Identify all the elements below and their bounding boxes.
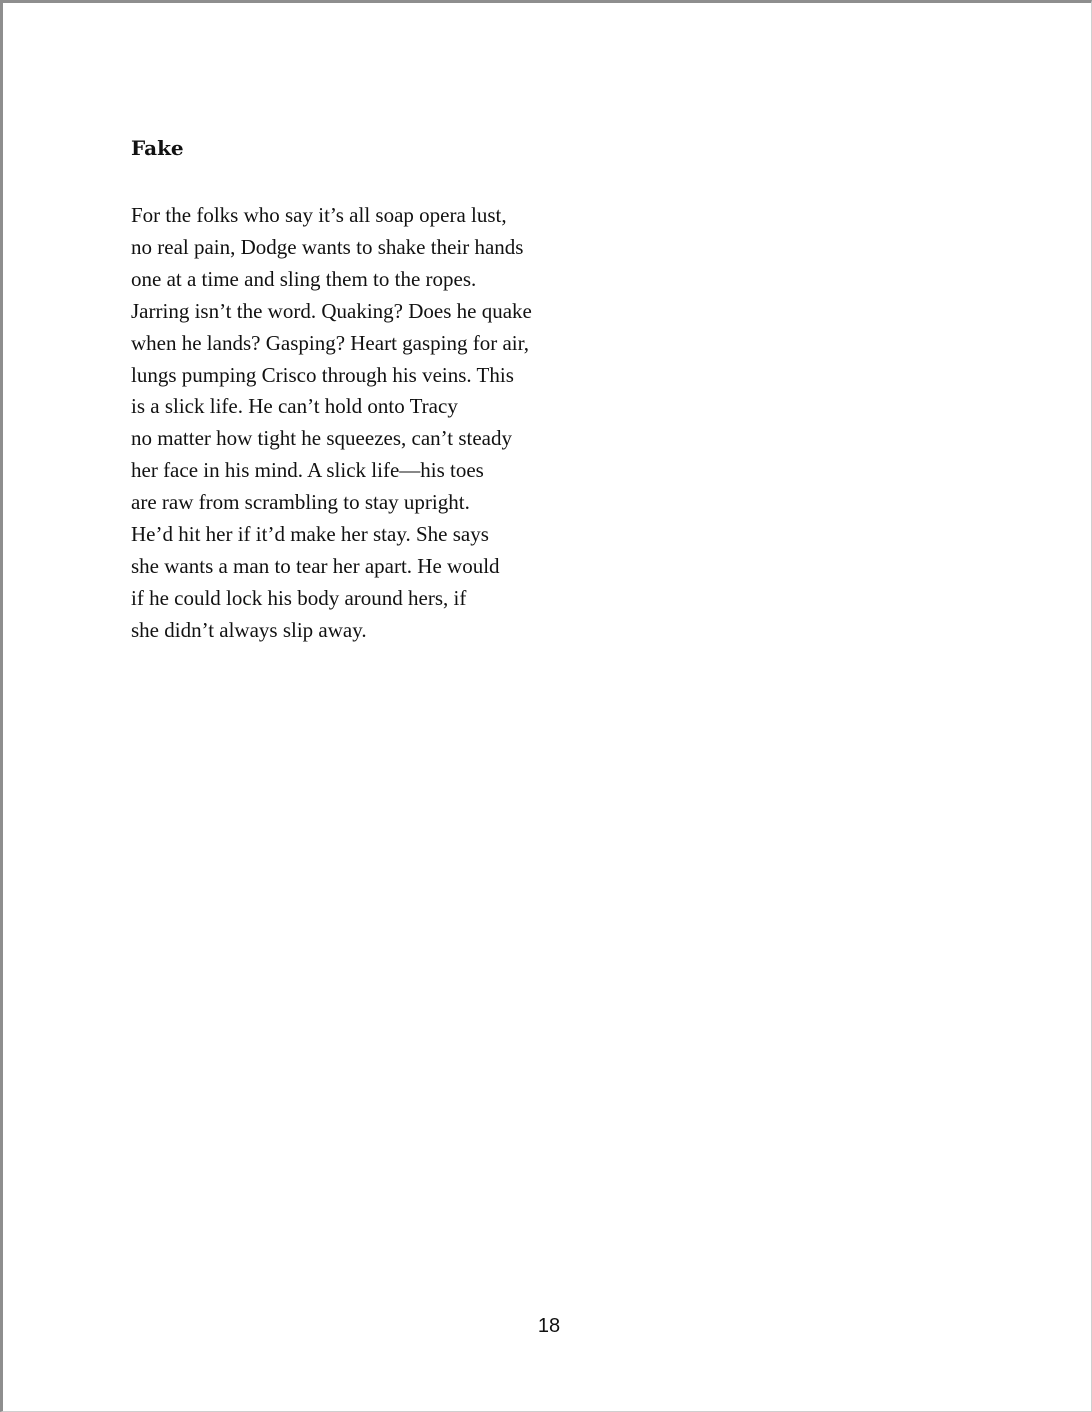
poem-line: no real pain, Dodge wants to shake their hands: [131, 234, 524, 259]
poem-line: she wants a man to tear her apart. He would: [131, 553, 500, 578]
poem-line: no matter how tight he squeezes, can’t steady: [131, 426, 512, 451]
poem-line: For the folks who say it’s all soap opera lust,: [131, 203, 507, 227]
poem-line: one at a time and sling them to the ropes.: [131, 266, 477, 291]
poem-line: she didn’t always slip away.: [131, 617, 367, 642]
poem-line: when he lands? Gasping? Heart gasping for air,: [131, 330, 530, 355]
poem-line: if he could lock his body around hers, if: [131, 585, 467, 610]
page-number: 18: [537, 1315, 561, 1337]
poem-line: Jarring isn’t the word. Quaking? Does he quake: [131, 298, 532, 323]
poem-line: is a slick life. He can’t hold onto Tracy: [131, 394, 458, 419]
poem-title: Fake: [131, 136, 184, 160]
poem-line: her face in his mind. A slick life—his toes: [131, 458, 484, 483]
poem-line: are raw from scrambling to stay upright.: [131, 490, 470, 515]
poem-line: He’d hit her if it’d make her stay. She says: [131, 522, 489, 547]
poem-body: [131, 200, 532, 647]
poem-line: lungs pumping Crisco through his veins. This: [131, 362, 514, 387]
